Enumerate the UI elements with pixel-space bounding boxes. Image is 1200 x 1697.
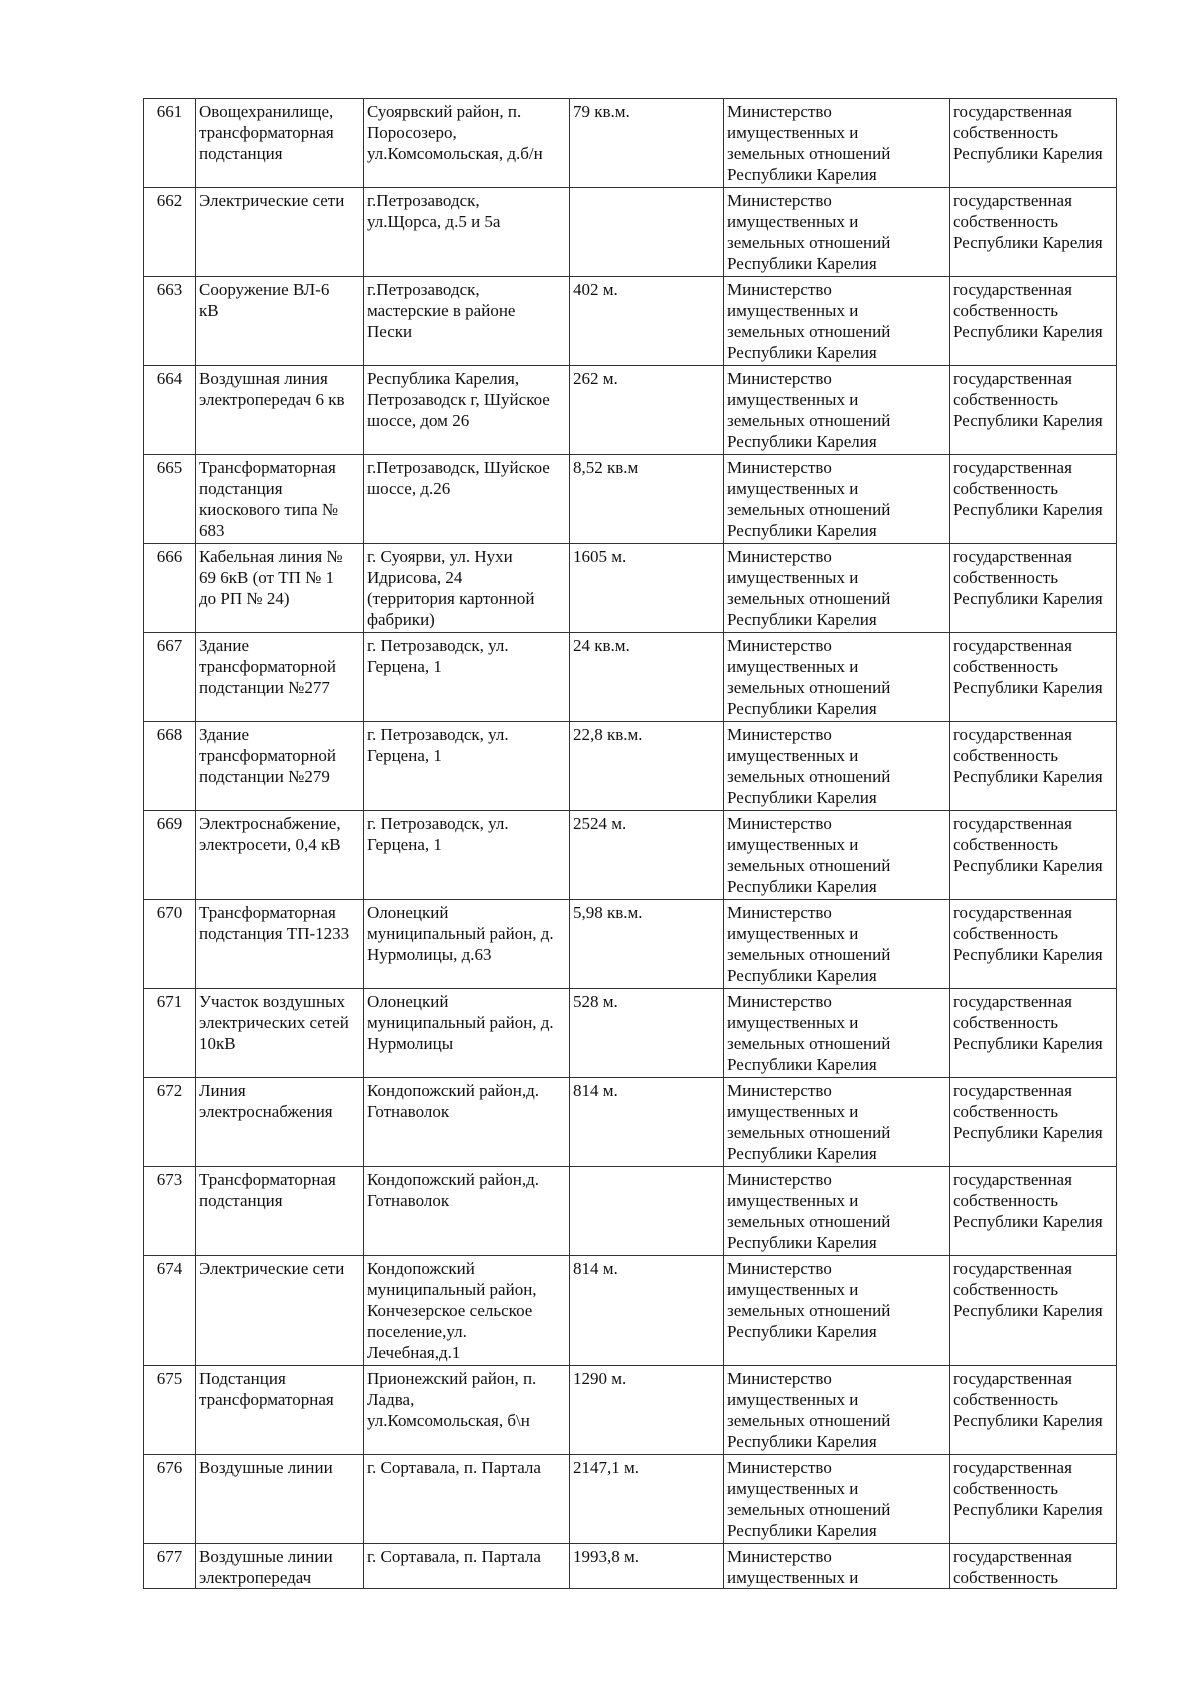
object-address: г.Петрозаводск, ул.Щорса, д.5 и 5а bbox=[364, 188, 570, 277]
object-size: 814 м. bbox=[570, 1078, 724, 1167]
object-ownership: государственная собственность Республики Карелия bbox=[950, 1366, 1117, 1455]
object-address: г. Петрозаводск, ул. Герцена, 1 bbox=[364, 811, 570, 900]
object-size: 1993,8 м. bbox=[570, 1544, 724, 1589]
object-size: 402 м. bbox=[570, 277, 724, 366]
object-holder: Министерство имущественных и земельных отношений Республики Карелия bbox=[724, 1167, 950, 1256]
object-ownership: государственная собственность Республики Карелия bbox=[950, 1455, 1117, 1544]
table-row bbox=[144, 188, 1117, 277]
object-size: 2147,1 м. bbox=[570, 1455, 724, 1544]
row-number: 671 bbox=[144, 989, 196, 1078]
object-ownership: государственная собственность bbox=[950, 1544, 1117, 1589]
table-row bbox=[144, 1544, 1117, 1589]
property-registry-table bbox=[143, 98, 1117, 1589]
object-size: 814 м. bbox=[570, 1256, 724, 1366]
table-row bbox=[144, 99, 1117, 188]
object-name: Электроснабжение, электросети, 0,4 кВ bbox=[196, 811, 364, 900]
table-row bbox=[144, 366, 1117, 455]
object-address: Олонецкий муниципальный район, д. Нурмолицы, д.63 bbox=[364, 900, 570, 989]
object-address: Республика Карелия, Петрозаводск г, Шуйское шоссе, дом 26 bbox=[364, 366, 570, 455]
table-row bbox=[144, 722, 1117, 811]
object-size: 2524 м. bbox=[570, 811, 724, 900]
row-number: 672 bbox=[144, 1078, 196, 1167]
object-holder: Министерство имущественных и земельных отношений Республики Карелия bbox=[724, 1366, 950, 1455]
object-size: 24 кв.м. bbox=[570, 633, 724, 722]
object-holder: Министерство имущественных и земельных отношений Республики Карелия bbox=[724, 811, 950, 900]
table-row bbox=[144, 1256, 1117, 1366]
object-ownership: государственная собственность Республики Карелия bbox=[950, 455, 1117, 544]
object-ownership: государственная собственность Республики Карелия bbox=[950, 1256, 1117, 1366]
object-size: 262 м. bbox=[570, 366, 724, 455]
row-number: 676 bbox=[144, 1455, 196, 1544]
object-size: 528 м. bbox=[570, 989, 724, 1078]
object-ownership: государственная собственность Республики Карелия bbox=[950, 633, 1117, 722]
object-holder: Министерство имущественных и земельных отношений Республики Карелия bbox=[724, 277, 950, 366]
object-address: Кондопожский район,д. Готнаволок bbox=[364, 1078, 570, 1167]
object-name: Овощехранилище, трансформаторная подстанция bbox=[196, 99, 364, 188]
object-name: Воздушные линии bbox=[196, 1455, 364, 1544]
object-ownership: государственная собственность Республики Карелия bbox=[950, 811, 1117, 900]
object-size: 79 кв.м. bbox=[570, 99, 724, 188]
row-number: 677 bbox=[144, 1544, 196, 1589]
object-name: Сооружение ВЛ-6 кВ bbox=[196, 277, 364, 366]
object-name: Трансформаторная подстанция bbox=[196, 1167, 364, 1256]
row-number: 667 bbox=[144, 633, 196, 722]
object-address: Кондопожский район,д. Готнаволок bbox=[364, 1167, 570, 1256]
object-address: Кондопожский муниципальный район, Кончезерское сельское поселение,ул. Лечебная,д.1 bbox=[364, 1256, 570, 1366]
row-number: 666 bbox=[144, 544, 196, 633]
table-row bbox=[144, 633, 1117, 722]
table-row bbox=[144, 455, 1117, 544]
object-address: г. Суоярви, ул. Нухи Идрисова, 24 (территория картонной фабрики) bbox=[364, 544, 570, 633]
table-row bbox=[144, 900, 1117, 989]
row-number: 665 bbox=[144, 455, 196, 544]
object-size: 5,98 кв.м. bbox=[570, 900, 724, 989]
row-number: 669 bbox=[144, 811, 196, 900]
object-size: 22,8 кв.м. bbox=[570, 722, 724, 811]
object-name: Подстанция трансформаторная bbox=[196, 1366, 364, 1455]
table-row bbox=[144, 1078, 1117, 1167]
object-size: 1605 м. bbox=[570, 544, 724, 633]
object-address: г.Петрозаводск, мастерские в районе Пески bbox=[364, 277, 570, 366]
object-holder: Министерство имущественных и земельных отношений Республики Карелия bbox=[724, 1078, 950, 1167]
object-address: Олонецкий муниципальный район, д. Нурмолицы bbox=[364, 989, 570, 1078]
object-holder: Министерство имущественных и земельных отношений Республики Карелия bbox=[724, 1256, 950, 1366]
object-name: Здание трансформаторной подстанции №279 bbox=[196, 722, 364, 811]
object-name: Трансформаторная подстанция киоскового типа № 683 bbox=[196, 455, 364, 544]
row-number: 662 bbox=[144, 188, 196, 277]
object-name: Трансформаторная подстанция ТП-1233 bbox=[196, 900, 364, 989]
object-size: 1290 м. bbox=[570, 1366, 724, 1455]
object-holder: Министерство имущественных и bbox=[724, 1544, 950, 1589]
row-number: 664 bbox=[144, 366, 196, 455]
table-row bbox=[144, 1366, 1117, 1455]
object-name: Здание трансформаторной подстанции №277 bbox=[196, 633, 364, 722]
object-address: Прионежский район, п. Ладва, ул.Комсомольская, б\н bbox=[364, 1366, 570, 1455]
object-holder: Министерство имущественных и земельных отношений Республики Карелия bbox=[724, 722, 950, 811]
row-number: 675 bbox=[144, 1366, 196, 1455]
object-address: г. Петрозаводск, ул. Герцена, 1 bbox=[364, 722, 570, 811]
object-holder: Министерство имущественных и земельных отношений Республики Карелия bbox=[724, 900, 950, 989]
row-number: 674 bbox=[144, 1256, 196, 1366]
table-row bbox=[144, 277, 1117, 366]
object-name: Линия электроснабжения bbox=[196, 1078, 364, 1167]
object-holder: Министерство имущественных и земельных отношений Республики Карелия bbox=[724, 633, 950, 722]
table-row bbox=[144, 1455, 1117, 1544]
object-ownership: государственная собственность Республики Карелия bbox=[950, 366, 1117, 455]
object-address: г. Петрозаводск, ул. Герцена, 1 bbox=[364, 633, 570, 722]
row-number: 673 bbox=[144, 1167, 196, 1256]
object-ownership: государственная собственность Республики Карелия bbox=[950, 1167, 1117, 1256]
object-holder: Министерство имущественных и земельных отношений Республики Карелия bbox=[724, 188, 950, 277]
object-holder: Министерство имущественных и земельных отношений Республики Карелия bbox=[724, 544, 950, 633]
object-size bbox=[570, 188, 724, 277]
object-address: г. Сортавала, п. Партала bbox=[364, 1544, 570, 1589]
object-size: 8,52 кв.м bbox=[570, 455, 724, 544]
object-size bbox=[570, 1167, 724, 1256]
object-holder: Министерство имущественных и земельных отношений Республики Карелия bbox=[724, 99, 950, 188]
object-ownership: государственная собственность Республики Карелия bbox=[950, 99, 1117, 188]
table-row bbox=[144, 989, 1117, 1078]
table-row bbox=[144, 811, 1117, 900]
object-holder: Министерство имущественных и земельных отношений Республики Карелия bbox=[724, 366, 950, 455]
row-number: 663 bbox=[144, 277, 196, 366]
object-name: Кабельная линия № 69 6кВ (от ТП № 1 до РП № 24) bbox=[196, 544, 364, 633]
object-address: Суоярвский район, п. Поросозеро, ул.Комсомольская, д.б/н bbox=[364, 99, 570, 188]
table-row bbox=[144, 544, 1117, 633]
object-ownership: государственная собственность Республики Карелия bbox=[950, 188, 1117, 277]
row-number: 670 bbox=[144, 900, 196, 989]
object-ownership: государственная собственность Республики Карелия bbox=[950, 722, 1117, 811]
object-name: Участок воздушных электрических сетей 10кВ bbox=[196, 989, 364, 1078]
object-ownership: государственная собственность Республики Карелия bbox=[950, 277, 1117, 366]
object-ownership: государственная собственность Республики Карелия bbox=[950, 544, 1117, 633]
object-name: Электрические сети bbox=[196, 188, 364, 277]
row-number: 668 bbox=[144, 722, 196, 811]
object-name: Воздушные линии электропередач bbox=[196, 1544, 364, 1589]
object-holder: Министерство имущественных и земельных отношений Республики Карелия bbox=[724, 989, 950, 1078]
object-name: Воздушная линия электропередач 6 кв bbox=[196, 366, 364, 455]
object-ownership: государственная собственность Республики Карелия bbox=[950, 900, 1117, 989]
object-address: г.Петрозаводск, Шуйское шоссе, д.26 bbox=[364, 455, 570, 544]
table-row bbox=[144, 1167, 1117, 1256]
object-holder: Министерство имущественных и земельных отношений Республики Карелия bbox=[724, 1455, 950, 1544]
object-ownership: государственная собственность Республики Карелия bbox=[950, 989, 1117, 1078]
object-holder: Министерство имущественных и земельных отношений Республики Карелия bbox=[724, 455, 950, 544]
object-ownership: государственная собственность Республики Карелия bbox=[950, 1078, 1117, 1167]
row-number: 661 bbox=[144, 99, 196, 188]
object-address: г. Сортавала, п. Партала bbox=[364, 1455, 570, 1544]
object-name: Электрические сети bbox=[196, 1256, 364, 1366]
